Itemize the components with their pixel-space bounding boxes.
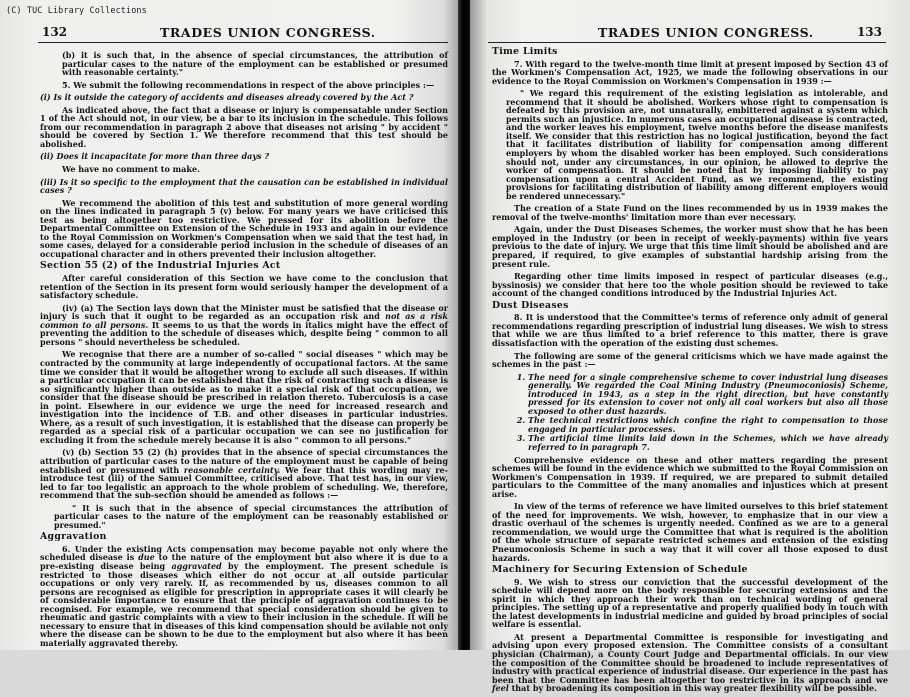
right-page-body bbox=[492, 44, 888, 697]
paragraph: (b) it is such that, in the absence of special circumstances, the attribution of particular cases to the nature of the employment can be established or presumed with reasonable certainty." bbox=[62, 50, 448, 78]
paragraph: Again, under the Dust Diseases Schemes, the worker must show that he has been employed in the Industry (or been in receipt of weekly-payments) within five years previous to the date of injury. We urge that this time limit should be abolished and are prepared, if required, to give examples of substantial hardship arising from the present rule. bbox=[492, 224, 888, 269]
page-number: 133 bbox=[856, 25, 882, 39]
italic-text: due bbox=[138, 552, 155, 563]
section-heading: Dust Diseases bbox=[492, 299, 569, 311]
paragraph: Regarding other time limits imposed in respect of particular diseases (e.g., byssinosis) we consider that here too the whole position should be reviewed to take account of the changed conditions introduced by the Industrial Injuries Act. bbox=[492, 271, 888, 299]
section-heading: Aggravation bbox=[40, 531, 107, 543]
list-item: 1. The need for a single comprehensive scheme to cover industrial lung diseases generally. We regarded the Coal Mining Industry (Pneumoconiosis) Scheme, introduced in 1943, as a step in the right direction, but have constantly pressed for its extension to cover not only all coal workers but also all those exposed to other dust hazards. bbox=[528, 373, 888, 416]
running-head-left bbox=[38, 20, 448, 43]
italic-text: reasonable certainty. bbox=[183, 464, 281, 475]
text-run: that by broadening its composition in this way greater flexibility will be possible. bbox=[508, 683, 877, 694]
text-run: (iv) (a) The Section lays down that the Minister must be satisfied that the disease or injury is such that it ought to be regarded as an occupation risk and bbox=[40, 302, 448, 322]
question-heading: (i) Is it outside the category of accidents and diseases already covered by the Act ? bbox=[40, 92, 414, 103]
text-run: At present a Departmental Committee is responsible for investigating and advising upon every proposed extension. The Committee consists of a consultant physician (Chairman), a County Court Judge and Departmental officials. In our view the composition of the Committee should be broadened to include representatives of industry with practical experience of industrial disease. Our experience in the past has been that the Committee has been altogether too restrictive in its approach and we bbox=[492, 631, 888, 685]
criticisms-list bbox=[492, 373, 888, 452]
left-page-body bbox=[40, 51, 448, 651]
list-item: 3. The artificial time limits laid down in the Schemes, which we have already referred to in paragraph 7. bbox=[528, 434, 888, 451]
section-heading: Time Limits bbox=[492, 46, 558, 57]
paragraph: The following are some of the general criticisms which we have made against the schemes in the past :— bbox=[492, 350, 888, 370]
paragraph: 5. We submit the following recommendations in respect of the above principles :— bbox=[62, 79, 435, 90]
left-page bbox=[0, 0, 462, 650]
right-page bbox=[470, 0, 910, 694]
running-title: TRADES UNION CONGRESS. bbox=[598, 25, 814, 40]
question-heading: (iii) Is it so specific to the employment that the causation can be established in individual cases ? bbox=[40, 176, 448, 196]
text-run: to the nature of the employment but also where it is due to a pre-existing disease being bbox=[40, 552, 449, 571]
section-heading: Section 55 (2) of the Industrial Injuries Act bbox=[40, 260, 281, 272]
paragraph: We have no comment to make. bbox=[62, 164, 200, 175]
italic-text: feel bbox=[492, 683, 509, 694]
text-run: We fear that this wording may re-introduce test (iii) of the Samuel Committee, criticised above. That test has, in our view, led to far too legalistic an approach to the whole problem of scheduling. We, therefore, recommend that the sub-section should be amended as follows :— bbox=[40, 464, 448, 501]
paragraph bbox=[40, 545, 448, 648]
block-quote: " It is such that in the absence of special circumstances the attribution of particular cases to the nature of the employment can be reasonably established or presumed." bbox=[54, 502, 448, 530]
paragraph: 8. It is understood that the Committee's terms of reference only admit of general recommendations regarding prescription of industrial lung diseases. We wish to stress that while we are thus limited to a brief reference to this matter, there is grave dissatisfaction with the operation of the existing dust schemes. bbox=[492, 312, 888, 348]
italic-text: not as a risk common to all persons. bbox=[40, 311, 448, 330]
list-item: 2. The technical restrictions which confine the right to compensation to those engaged in particular processes. bbox=[528, 416, 888, 433]
paragraph: 7. With regard to the twelve-month time limit at present imposed by Section 43 of the Workmen's Compensation Act, 1925, we made the following observations in our evidence to the Royal Commission on Workmen's Compensation in 1939 :— bbox=[492, 58, 888, 86]
paragraph: Comprehensive evidence on these and other matters regarding the present schemes will be found in the evidence which we submitted to the Royal Commission on Workmen's Compensation in 1939. If required, we are prepared to submit detailed particulars to the Committee of the many anomalies and injustices which at present arise. bbox=[492, 454, 888, 499]
paragraph: We recognise that there are a number of so-called " social diseases " which may be contracted by the community at large independently of occupational factors. At the same time we consider that it would be altogether wrong to exclude all such diseases. If within a particular occupation it can be established that the risk of contracting such a disease is so significantly higher than outside as to make it a special risk of that occupation, we consider that the disease should be prescribed in relation thereto. Tuberculosis is a case in point. Elsewhere in our evidence we urge the need for increased research and investigation into the incidence of T.B. and other diseases in particular industries. Where, as a result of such investigation, it is established that the disease can properly be regarded as a special risk of a particular occupation we can see no justification for excluding it from the schedule merely because it is also " common to all persons." bbox=[40, 349, 448, 445]
block-quote: " We regard this requirement of the existing legislation as intolerable, and recommend that it should be abolished. Workers whose right to compensation is defeated by this provision are, not unnaturally, embittered against a system which permits such an injustice. In numerous cases an occupational disease is contracted, and the worker leaves his employment, twelve months before the disease manifests itself. We consider that this restriction has no logical justification, beyond the fact that it facilitates distribution of liability for compensation among different employers by whom the disabled worker has been employed. Such considerations should not, under any circumstances, in our opinion, be allowed to deprive the worker of compensation. It should be noted that by imposing liability to pay compensation upon a central Accident Fund, as we recommend, the existing provisions for facilitating distribution of liability among different employers would be rendered unnecessary." bbox=[506, 88, 888, 201]
question-heading: (ii) Does it incapacitate for more than three days ? bbox=[40, 151, 270, 162]
paragraph: As indicated above, the fact that a disease or injury is compensatable under Section 1 of the Act should not, in our view, be a bar to its inclusion in the schedule. This follows from our recommendation in paragraph 2 above that diseases not arising " by accident " should be covered by Section 1. We therefore recommend that this test should be abolished. bbox=[40, 104, 448, 149]
library-watermark: (C) TUC Library Collections bbox=[6, 6, 147, 16]
paragraph: The creation of a State Fund on the lines recommended by us in 1939 makes the removal of the twelve-months' limitation more than ever necessary. bbox=[492, 203, 888, 222]
paragraph: We recommend the abolition of this test and substitution of more general wording on the lines indicated in paragraph 5 (v) below. For many years we have criticised this test as being altogether too restrictive. We pressed for its abolition before the Departmental Committee on Extension of the Schedule in 1933 and again in our evidence to the Royal Commission on Workmen's Compensation when we said that the test had, in some cases, delayed for a considerable period inclusion in the schedule of diseases of an occupational character and in others prevented their inclusion altogether. bbox=[40, 197, 448, 259]
paragraph: 9. We wish to stress our conviction that the successful development of the schedule will depend more on the body responsible for securing extensions and the spirit in which they approach their work than on technical wording of general principles. The setting up of a representative and properly qualified body in touch with the latest developments in industrial medicine and guided by broad principles of social welfare is essential. bbox=[492, 576, 888, 630]
section-heading: Machinery for Securing Extension of Schedule bbox=[492, 564, 748, 576]
running-head-right bbox=[488, 20, 886, 43]
page-number: 132 bbox=[42, 25, 68, 39]
paragraph bbox=[492, 633, 888, 693]
paragraph: After careful consideration of this Section we have come to the conclusion that retention of the Section in its present form would seriously hamper the development of a satisfactory schedule. bbox=[40, 273, 448, 301]
running-title: TRADES UNION CONGRESS. bbox=[160, 25, 376, 40]
text-run: 6. Under the existing Acts compensation may become payable not only where the scheduled disease is bbox=[40, 543, 448, 563]
text-run: by the employment. The present schedule is restricted to those diseases which either do not occur at all outside particular occupations or only very rarely. If, as recommended by us, diseases common to all persons are recognised as eligible for prescription in appropriate cases it will clearly be of considerable importance to ensure that the principle of aggravation continues to be recognised. For example, we recommend that special consideration should be given to rheumatic and gastric complaints with a view to their inclusion in the schedule. It will be necessary to ensure that in diseases of this kind compensation should be avilable not only where the disease can be shown to be due to the employment but also where it has been materially aggravated thereby. bbox=[40, 560, 449, 648]
paragraph bbox=[40, 448, 448, 499]
paragraph: In view of the terms of reference we have limited ourselves to this brief statement of the need for improvements. We wish, however, to emphasize that in our view a drastic overhaul of the schemes is urgently needed. Confined as we are to a general recommendation, we would urge the Committee that what is required is the abolition of the whole structure of separate restricted schemes and extension of the existing Pneumoconiosis Scheme in such a way that it will cover all those exposed to dust hazards. bbox=[492, 501, 888, 563]
paragraph bbox=[40, 304, 448, 347]
text-run: (v) (b) Section 55 (2) (h) provides that in the absence of special circumstances the attribution of particular cases to the nature of the employment must be capable of being established or presumed with bbox=[40, 447, 448, 475]
text-run: It seems to us that the words in italics might have the effect of preventing the addition to the schedule of diseases which, despite being " common to all persons " should nevertheless be scheduled. bbox=[40, 319, 448, 347]
italic-text: aggravated bbox=[171, 560, 222, 571]
